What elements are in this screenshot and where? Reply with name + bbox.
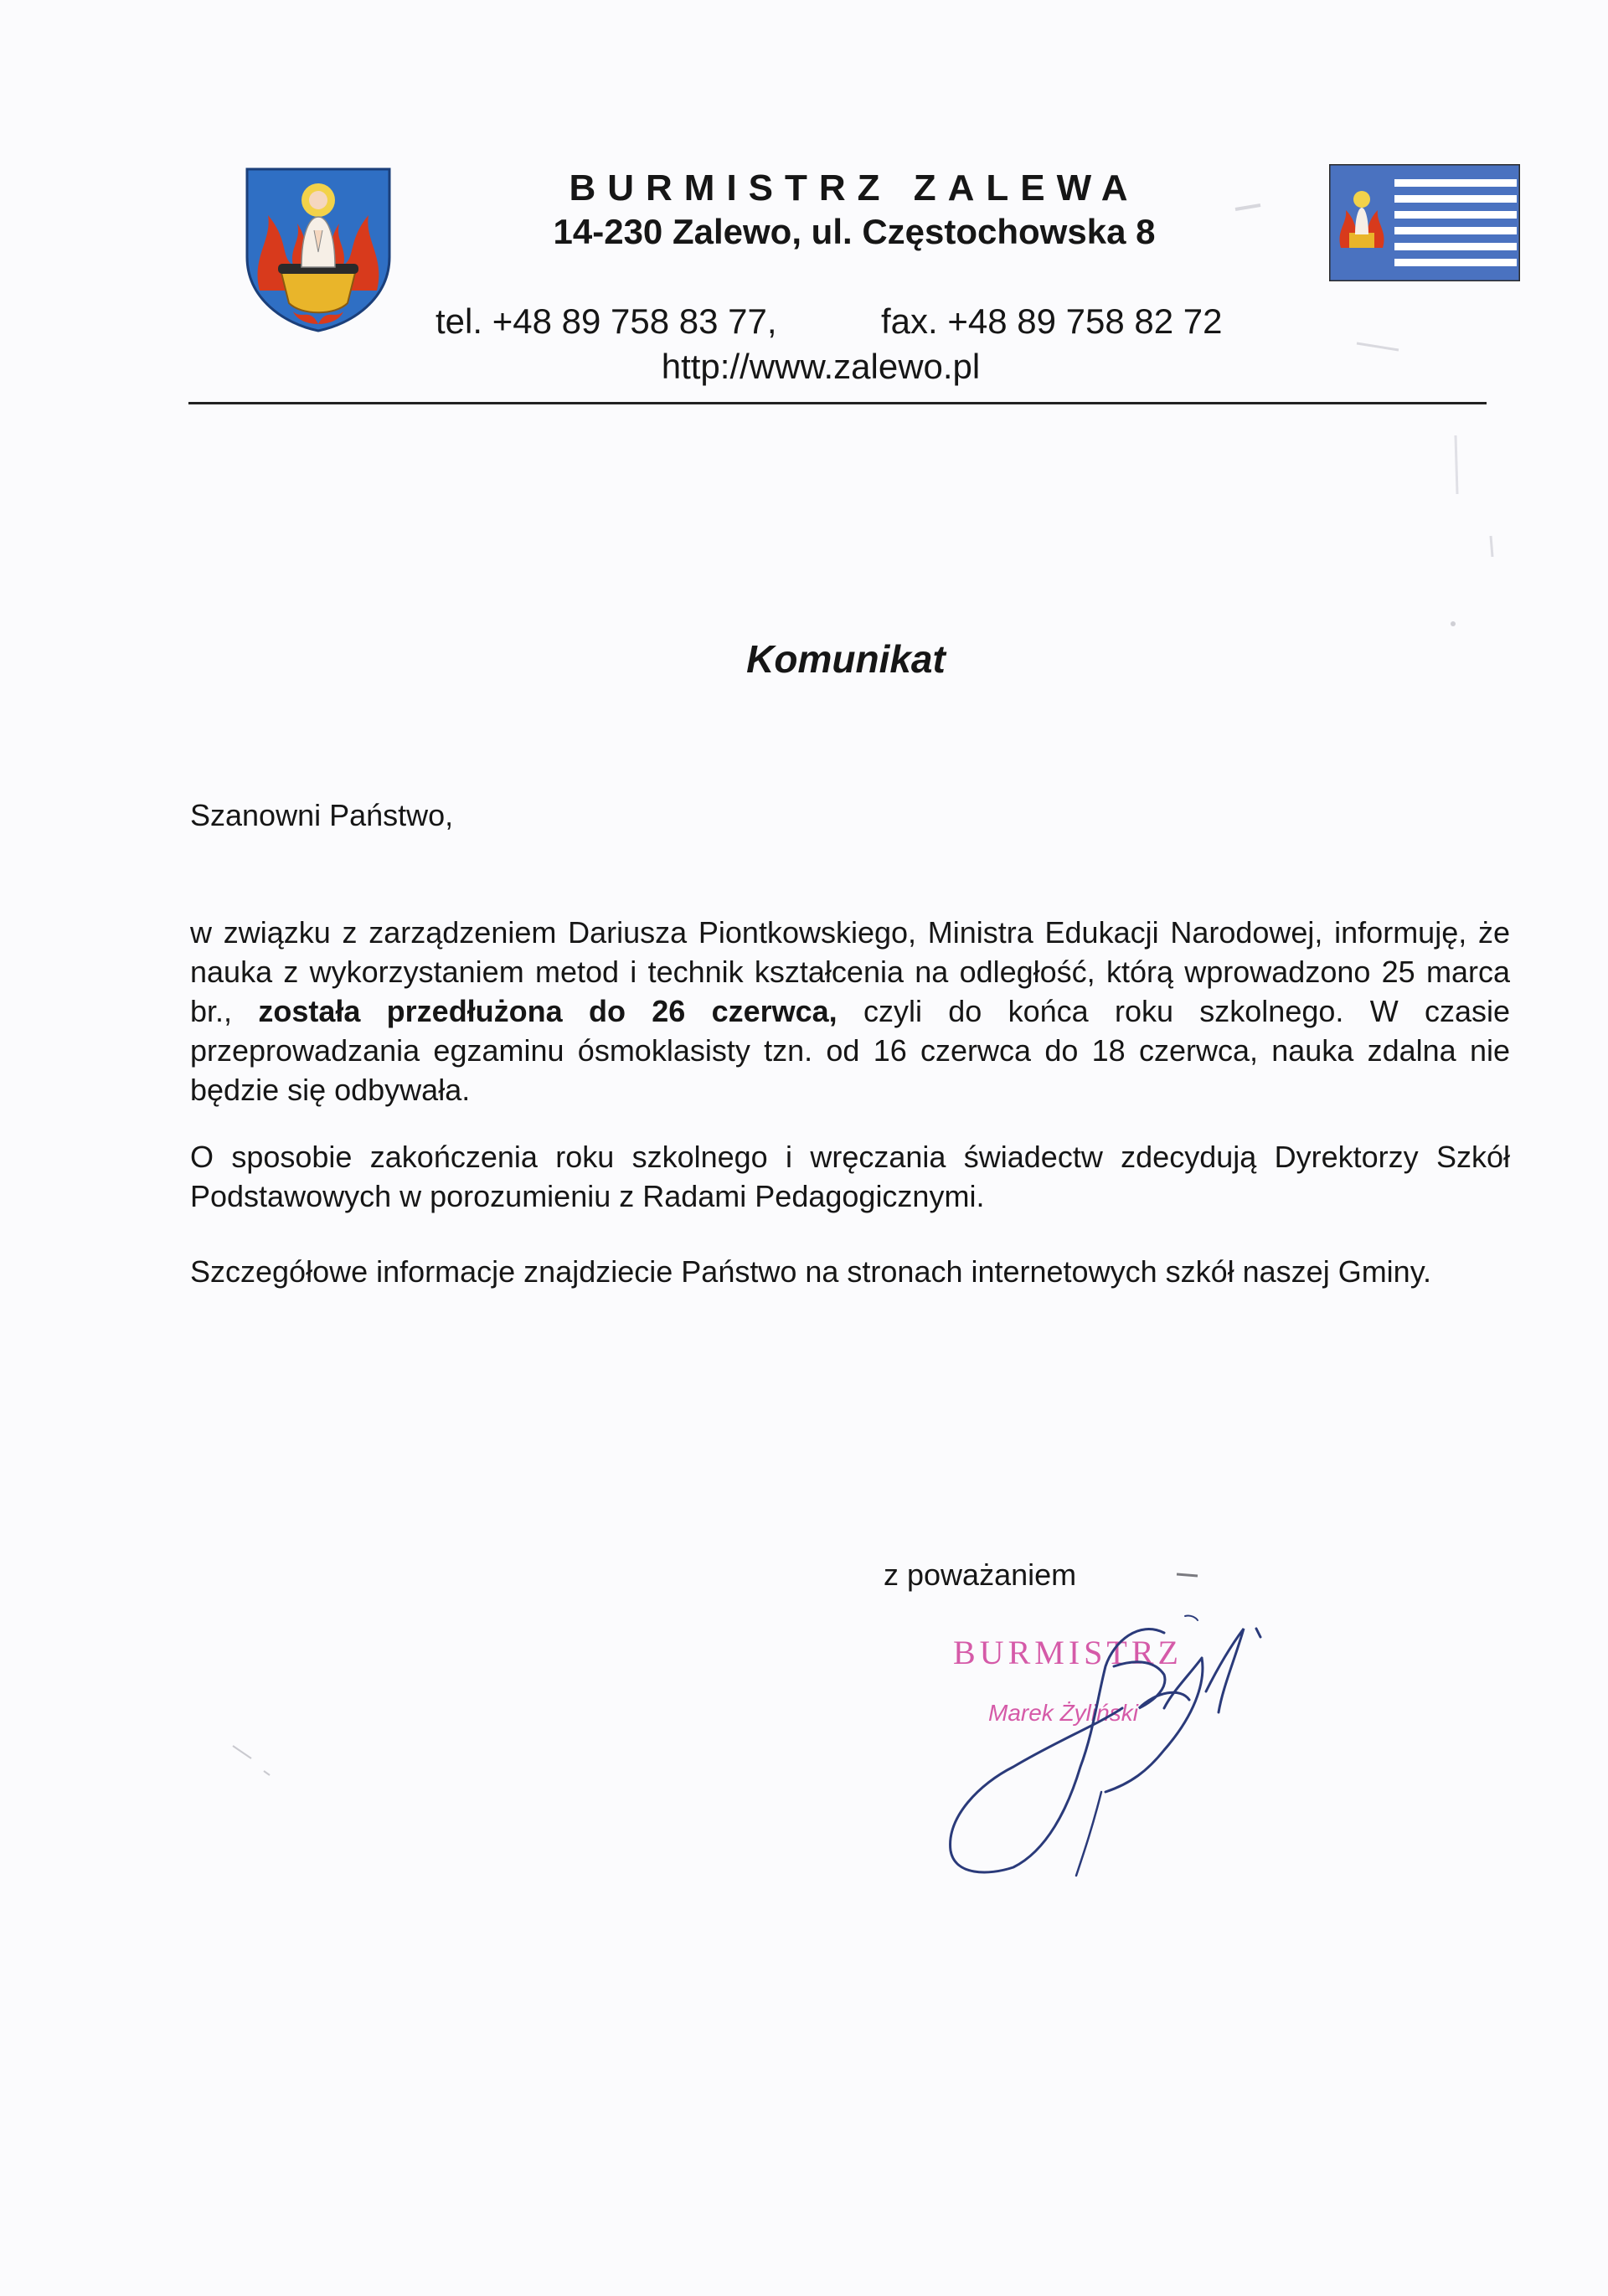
paragraph-3: Szczegółowe informacje znajdziecie Państwo na stronach internetowych szkół naszej Gminy.	[190, 1254, 1432, 1289]
document-title: Komunikat	[746, 637, 946, 681]
stamp-title: BURMISTRZ	[953, 1634, 1183, 1671]
fax-number: fax. +48 89 758 82 72	[881, 301, 1223, 341]
website-link[interactable]: http://www.zalewo.pl	[661, 347, 981, 386]
paragraph-1-text-before: w związku z zarządzeniem Dariusza Piontkowskiego, Ministra Edukacji Narodowej, informuję, że nauka z wykorzystaniem metod i technik kształcenia na odległość, którą wprowadzono 25 marca br.,	[190, 915, 1510, 1028]
org-address: 14-230 Zalewo, ul. Częstochowska 8	[553, 212, 1156, 251]
org-title: BURMISTRZ ZALEWA	[569, 167, 1140, 208]
stamp-name: Marek Żyliński	[988, 1700, 1138, 1726]
paragraph-2: O sposobie zakończenia roku szkolnego i wręczania świadectw zdecydują Dyrektorzy Szkół Podstawowych w porozumieniu z Radami Pedagogicznymi.	[190, 1140, 1510, 1213]
telephone-number: tel. +48 89 758 83 77,	[436, 301, 777, 341]
closing-phrase: z poważaniem	[884, 1557, 1077, 1592]
paragraph-1-text-after: czyli do końca roku szkolnego. W czasie przeprowadzania egzaminu ósmoklasisty tzn. od 16 czerwca do 18 czerwca, nauka zdalna nie będzie się odbywała.	[190, 994, 1511, 1107]
greeting: Szanowni Państwo,	[190, 798, 454, 832]
paragraph-1-bold-text: została przedłużona do 26 czerwca,	[258, 994, 838, 1028]
